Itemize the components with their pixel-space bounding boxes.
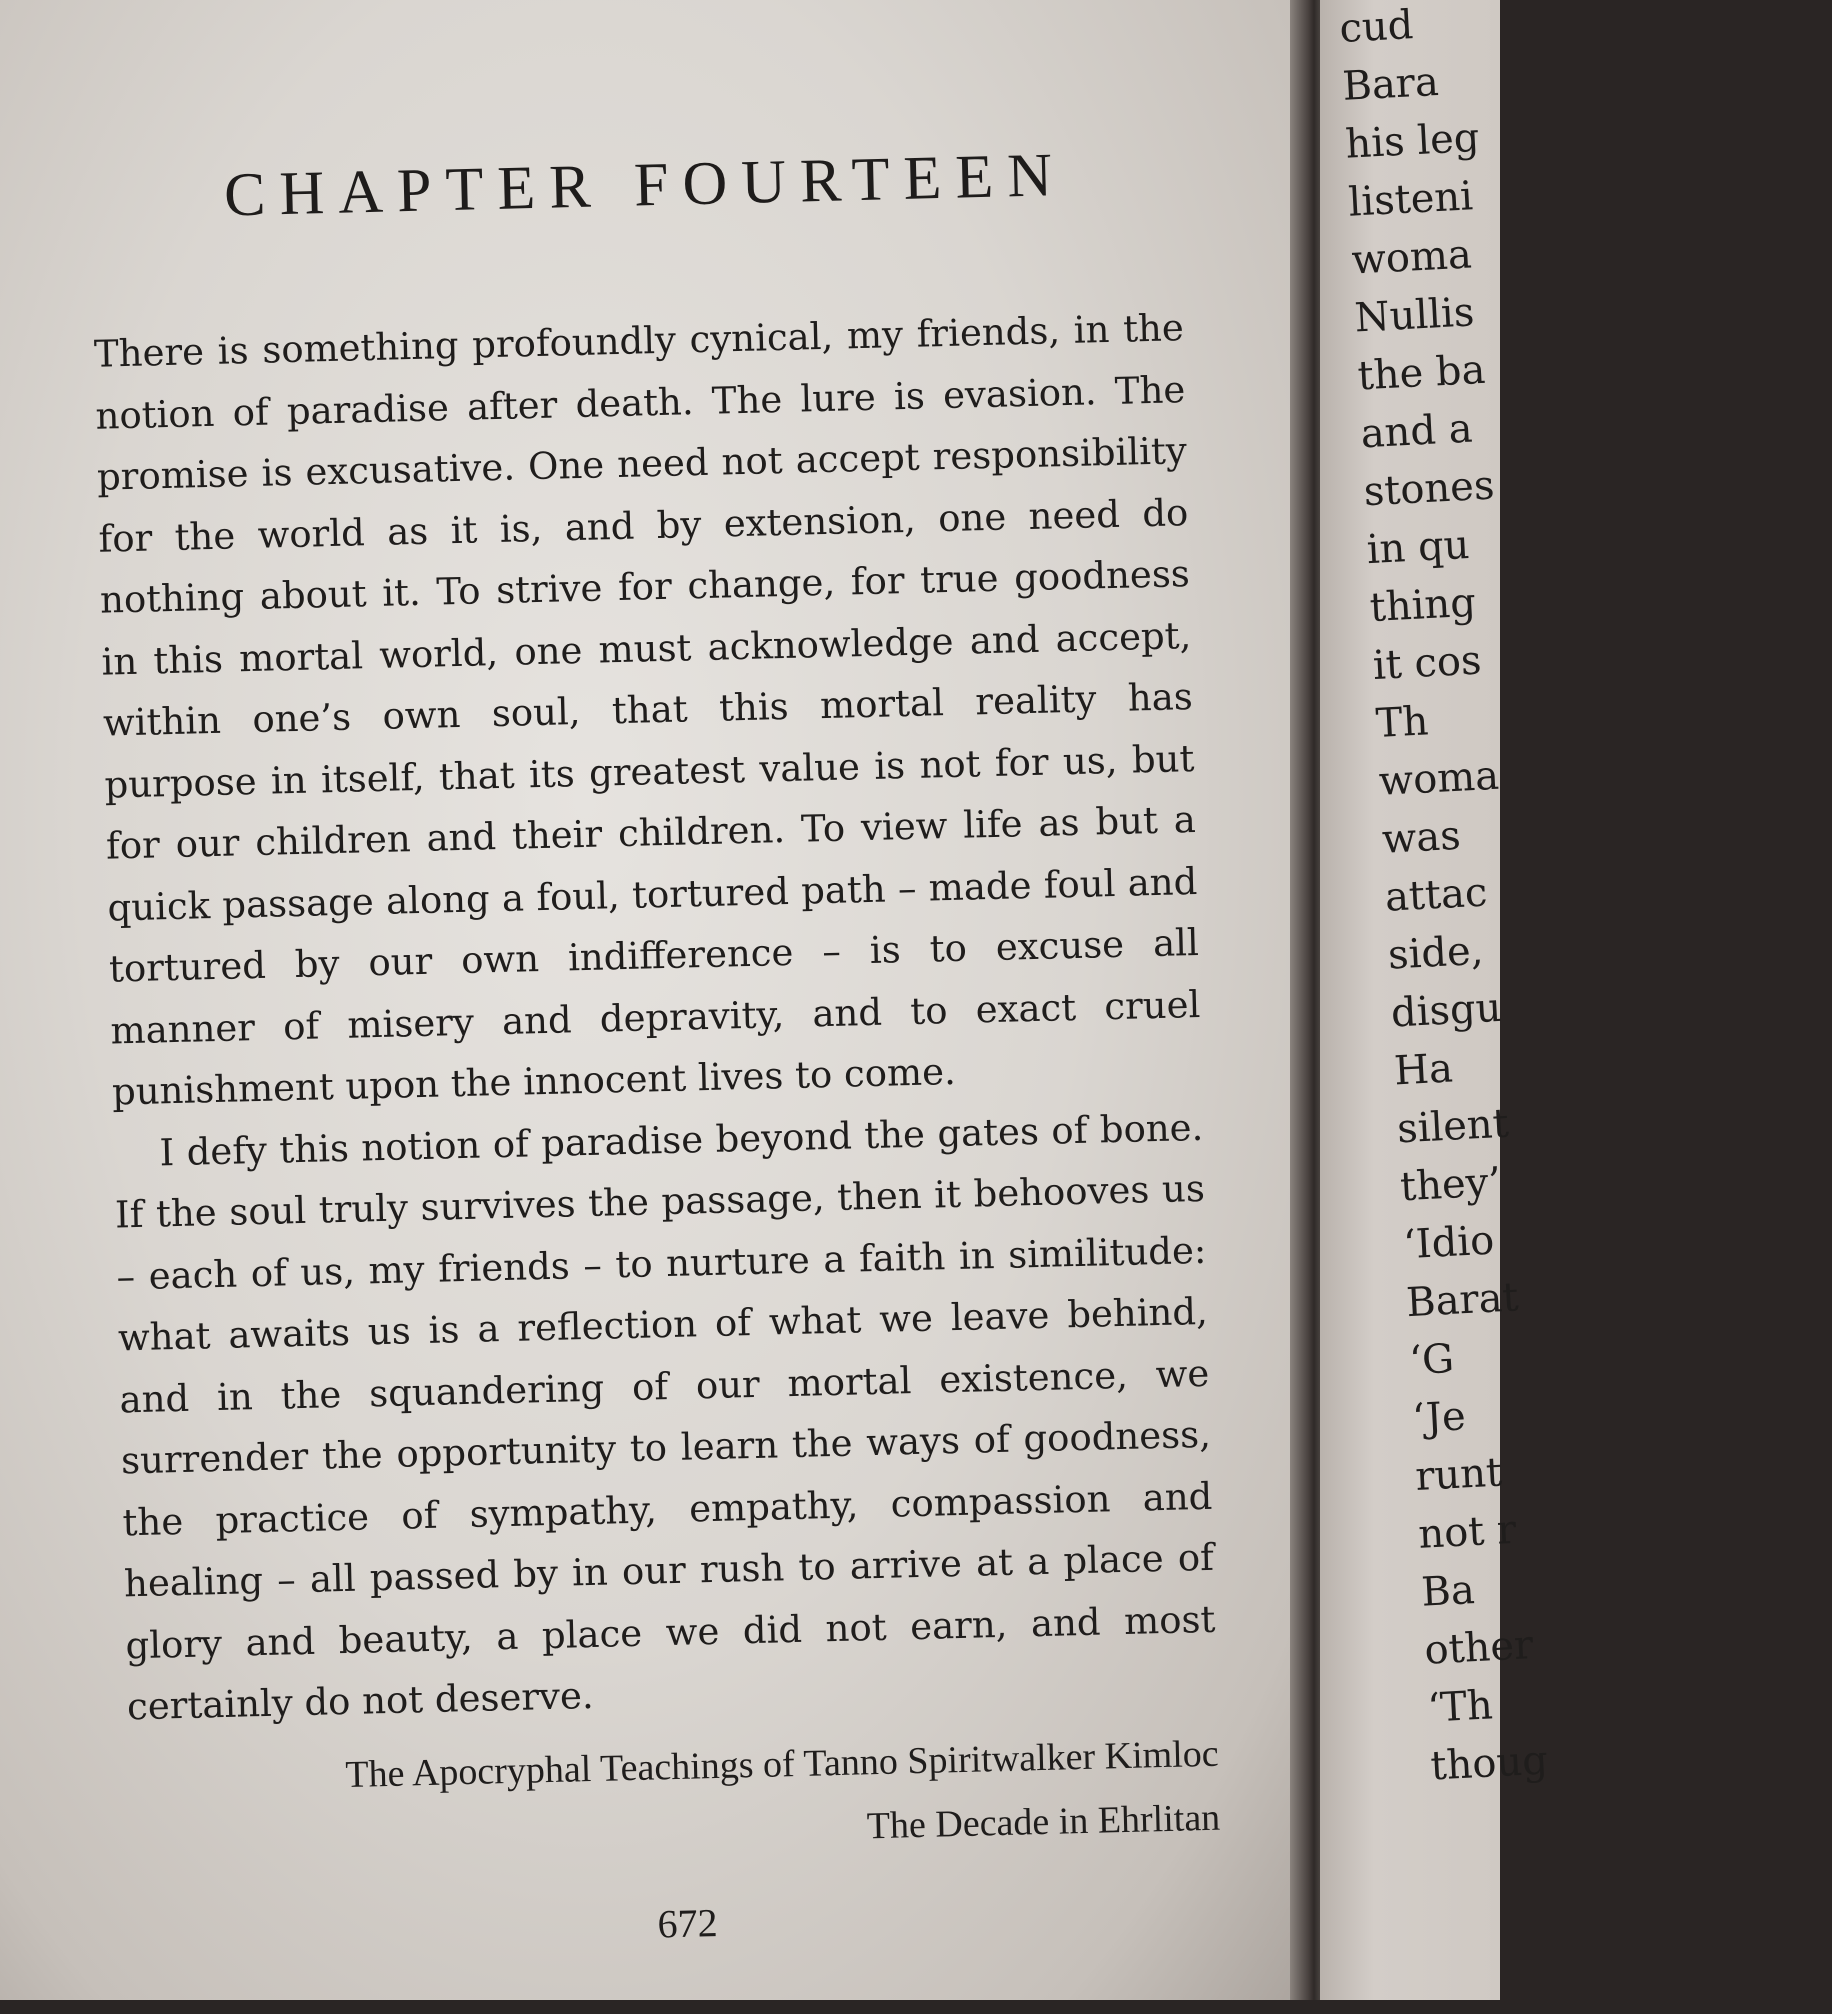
facing-page-line: Bara	[1341, 58, 1440, 110]
facing-page-line: Nullis	[1353, 289, 1476, 342]
facing-page-line: other	[1423, 1622, 1535, 1674]
facing-page-line: ‘G	[1408, 1335, 1456, 1385]
attribution-source: The Apocryphal Teachings of Tanno Spiritwalker Kimloc	[344, 1732, 1220, 1797]
facing-page-line: was	[1380, 812, 1462, 863]
facing-page-line: Ba	[1420, 1567, 1476, 1616]
facing-page-line: it cos	[1371, 637, 1483, 690]
facing-page-line: runt	[1414, 1449, 1504, 1500]
chapter-title: CHAPTER FOURTEEN	[223, 140, 1067, 230]
right-page	[1320, 0, 1549, 2000]
epigraph-paragraph: I defy this notion of paradise beyond the gates of bone. If the soul truly survives the passage, then it behooves us – each of us, my friends – to nurture a faith in similitude: what awaits us is a reflection of what we leave behind, and in the squandering of our mortal existence, we surrender the opportunity to learn the ways of goodness, the practice of sympathy, empathy, compassion and healing – all passed by in our rush to arrive at a place of glory and beauty, a place we did not earn, and most certainly do not deserve.	[114, 1105, 1216, 1729]
epigraph-text	[93, 297, 1217, 1738]
facing-page-line: silent	[1395, 1100, 1510, 1153]
facing-page-line: thoug	[1429, 1737, 1549, 1790]
epigraph-attribution	[345, 1722, 1221, 1871]
attribution-detail: The Decade in Ehrlitan	[866, 1796, 1221, 1848]
facing-page-line: listeni	[1347, 173, 1475, 226]
facing-page-line: cud	[1338, 2, 1415, 52]
facing-page-line: woma	[1377, 752, 1501, 805]
facing-page-line: attac	[1383, 869, 1489, 921]
facing-page-line: and a	[1359, 405, 1474, 458]
facing-page-line: Ha	[1392, 1045, 1455, 1095]
facing-page-line: Th	[1374, 698, 1430, 747]
facing-page-line: ‘Th	[1426, 1682, 1494, 1732]
facing-page-line: in qu	[1365, 521, 1471, 574]
facing-page-line: stones	[1362, 462, 1496, 516]
facing-page-line: ‘Je	[1411, 1393, 1467, 1443]
facing-page-line: thing	[1368, 579, 1477, 632]
facing-page-line: Barat	[1405, 1274, 1520, 1327]
page-number: 672	[657, 1899, 719, 1947]
facing-page-line: woma	[1350, 231, 1473, 284]
facing-page-line: his leg	[1344, 114, 1481, 168]
facing-page-line: the ba	[1356, 346, 1487, 400]
facing-page-line: not r	[1417, 1506, 1518, 1558]
facing-page-line: ‘Idio	[1402, 1217, 1496, 1269]
right-page-content	[1338, 0, 1832, 1796]
facing-page-line: side,	[1386, 927, 1485, 979]
left-page-content	[36, 0, 1295, 2014]
epigraph-paragraph: There is something profoundly cynical, my friends, in the notion of paradise after death. The lure is evasion. The promise is excusative. One need not accept responsibility for the world as it is, and by extension, one need do nothing about it. To strive for change, for true goodness in this mortal world, one must acknowledge and accept, within one’s own soul, that this mortal reality has purpose in itself, that its greatest value is not for us, but for our children and their children. To view life as but a quick passage along a foul, tortured path – made foul and tortured by our own indifference – is to excuse all manner of misery and depravity, and to exact cruel punishment upon the innocent lives to come.	[93, 306, 1201, 1114]
facing-page-line: they’	[1399, 1159, 1503, 1211]
facing-page-line: disgu	[1389, 984, 1503, 1037]
